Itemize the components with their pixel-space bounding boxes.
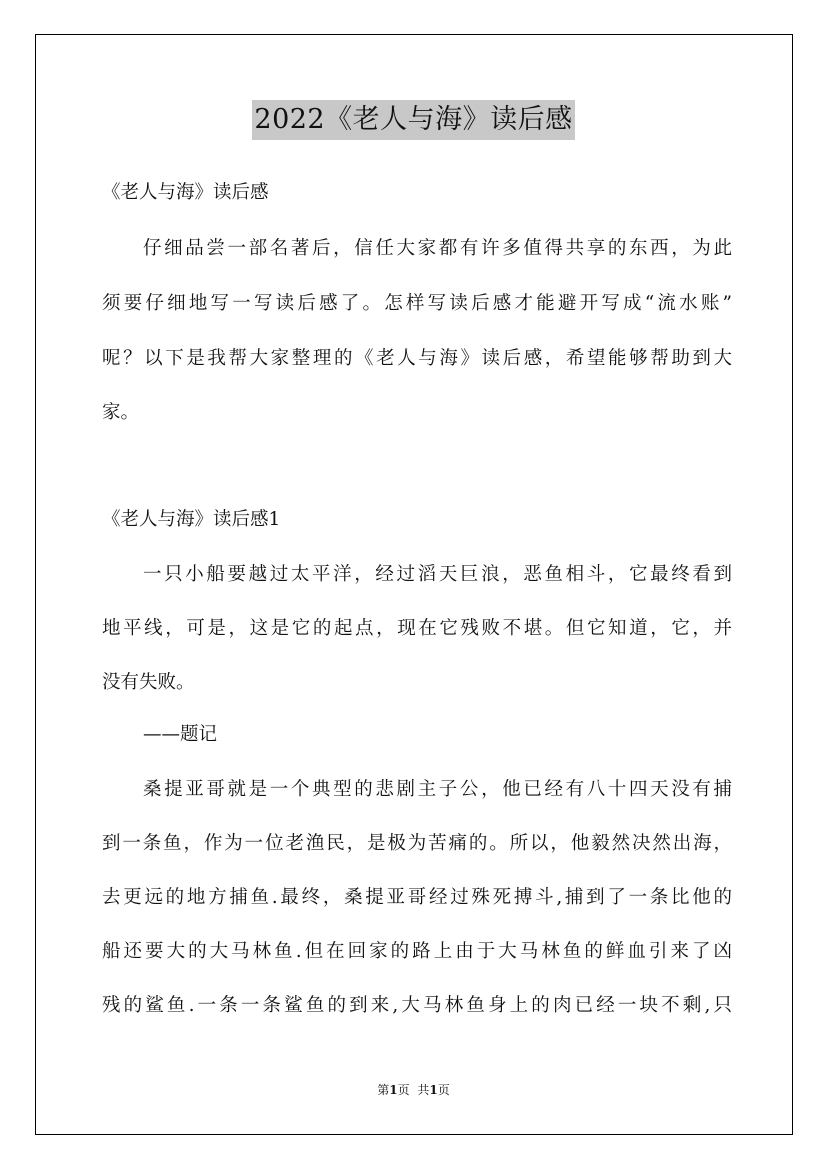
document-subtitle: 《老人与海》读后感 [102, 182, 269, 203]
total-pages: 1 [429, 1083, 438, 1097]
intro-line-2: 须要仔细地写一写读后感了。怎样写读后感才能避开写成“流水账” [102, 293, 732, 314]
page-prefix: 第 [377, 1083, 390, 1097]
body-line-1: 桑提亚哥就是一个典型的悲剧主子公，他已经有八十四天没有捕 [143, 779, 732, 800]
page-footer [0, 1082, 827, 1098]
title-container [0, 100, 827, 140]
epigraph: ——题记 [143, 724, 218, 745]
body-line-5: 残的鲨鱼.一条一条鲨鱼的到来,大马林鱼身上的肉已经一块不剩,只 [102, 995, 732, 1016]
section1-line-3: 没有失败。 [102, 672, 195, 693]
section1-line-2: 地平线，可是，这是它的起点，现在它残败不堪。但它知道，它，并 [102, 618, 732, 639]
total-suffix: 页 [437, 1083, 450, 1097]
body-line-2: 到一条鱼，作为一位老渔民，是极为苦痛的。所以，他毅然决然出海， [102, 833, 732, 854]
page-suffix: 页 [397, 1083, 410, 1097]
document-title: 2022《老人与海》读后感 [252, 100, 574, 140]
body-line-3: 去更远的地方捕鱼.最终，桑提亚哥经过殊死搏斗,捕到了一条比他的 [102, 887, 732, 908]
intro-line-1: 仔细品尝一部名著后，信任大家都有许多值得共享的东西，为此 [143, 238, 732, 259]
total-prefix: 共 [417, 1083, 430, 1097]
page-number: 1 [389, 1083, 398, 1097]
intro-line-4: 家。 [102, 402, 140, 423]
intro-line-3: 呢？以下是我帮大家整理的《老人与海》读后感，希望能够帮助到大 [102, 348, 732, 369]
section1-heading: 《老人与海》读后感1 [102, 509, 281, 530]
section1-line-1: 一只小船要越过太平洋，经过滔天巨浪，恶鱼相斗，它最终看到 [143, 564, 732, 585]
body-line-4: 船还要大的大马林鱼.但在回家的路上由于大马林鱼的鲜血引来了凶 [102, 941, 732, 962]
